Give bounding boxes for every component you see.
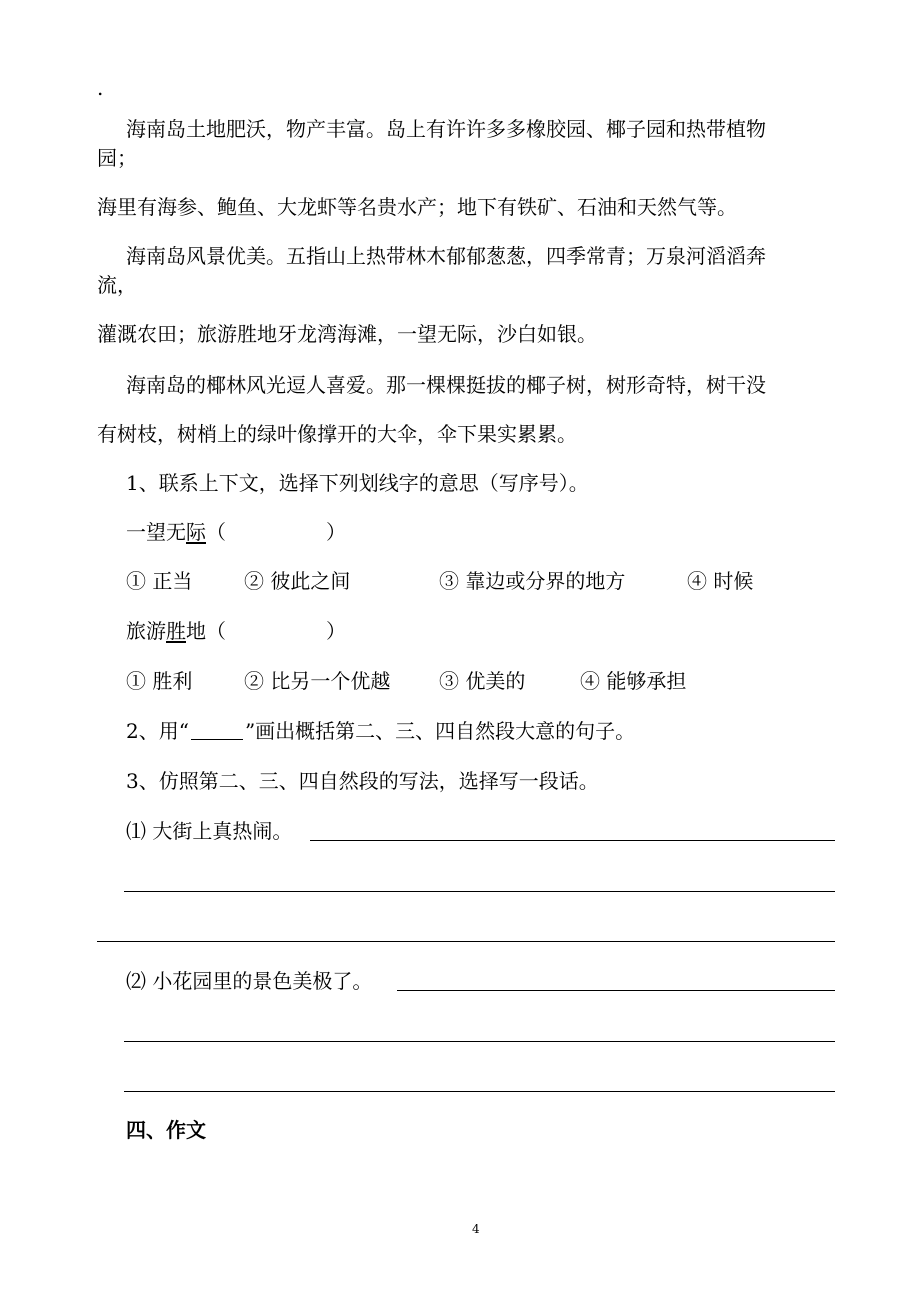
question-prompt: 1、联系上下文，选择下列划线字的意思（写序号）。 (126, 471, 589, 495)
page-marker: . (97, 76, 104, 100)
passage-line: 园； (97, 146, 137, 170)
option: ② 比另一个优越 (244, 669, 391, 693)
question-2 (126, 719, 635, 743)
writing-prompt: ⑵ 小花园里的景色美极了。 (126, 969, 373, 993)
answer-line[interactable] (97, 941, 835, 942)
vocab-item-2 (126, 619, 346, 643)
answer-line[interactable] (310, 840, 835, 841)
answer-line[interactable] (124, 891, 835, 892)
passage-line: 流， (97, 273, 137, 297)
passage-line: 海里有海参、鲍鱼、大龙虾等名贵水产；地下有铁矿、石油和天然气等。 (97, 195, 737, 219)
option: ① 正当 (126, 569, 193, 593)
passage-line: 海南岛的椰林风光逗人喜爱。那一棵棵挺拔的椰子树，树形奇特，树干没 (126, 373, 766, 397)
option: ① 胜利 (126, 669, 193, 693)
option: ③ 靠边或分界的地方 (439, 569, 626, 593)
option: ④ 能够承担 (580, 669, 687, 693)
vocab-item-1 (126, 520, 346, 544)
passage-line: 海南岛风景优美。五指山上热带林木郁郁葱葱，四季常青；万泉河滔滔奔 (126, 244, 766, 268)
word-prefix: 旅游 (126, 619, 166, 643)
question-text: 2、用“ (126, 719, 189, 743)
passage-line: 灌溉农田；旅游胜地牙龙湾海滩，一望无际，沙白如银。 (97, 322, 597, 346)
underlined-character: 胜 (166, 619, 186, 643)
option: ④ 时候 (687, 569, 754, 593)
passage-line: 有树枝，树梢上的绿叶像撑开的大伞，伞下果实累累。 (97, 422, 577, 446)
question-text: ”画出概括第二、三、四自然段大意的句子。 (244, 719, 636, 743)
section-heading: 四、作文 (126, 1118, 206, 1142)
word-suffix: 地 (186, 619, 206, 643)
underlined-character: 际 (186, 520, 206, 544)
option: ③ 优美的 (439, 669, 526, 693)
answer-blank[interactable]: （ ） (206, 520, 346, 544)
underline-sample (191, 721, 243, 740)
answer-line[interactable] (124, 1091, 835, 1092)
answer-line[interactable] (124, 1041, 835, 1042)
writing-prompt: ⑴ 大街上真热闹。 (126, 819, 293, 843)
page-number: 4 (472, 1222, 480, 1236)
answer-line[interactable] (397, 990, 835, 991)
question-prompt: 3、仿照第二、三、四自然段的写法，选择写一段话。 (126, 769, 599, 793)
answer-blank[interactable]: （ ） (206, 619, 346, 643)
option: ② 彼此之间 (244, 569, 351, 593)
passage-line: 海南岛土地肥沃，物产丰富。岛上有许许多多橡胶园、椰子园和热带植物 (126, 117, 766, 141)
word-prefix: 一望无 (126, 520, 186, 544)
